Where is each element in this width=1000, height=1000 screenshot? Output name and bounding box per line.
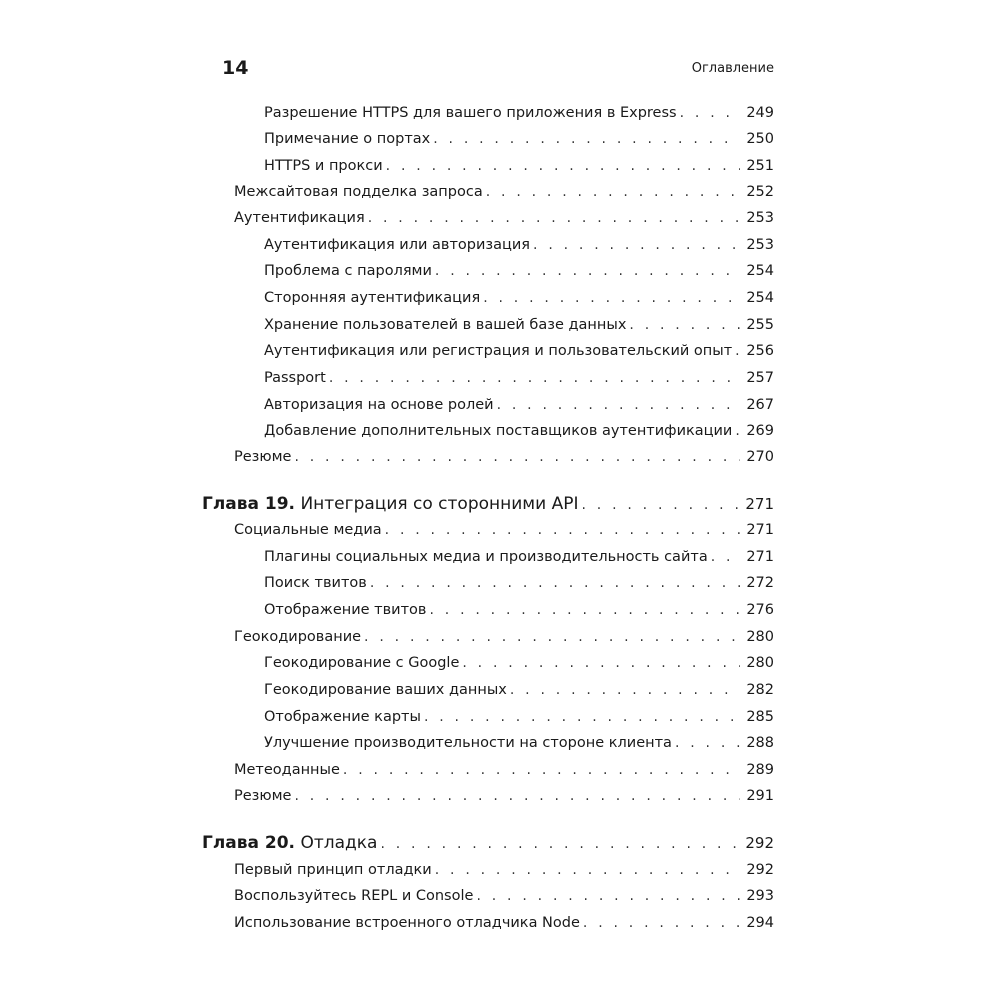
toc-entry-title: Проблема с паролями xyxy=(264,263,432,279)
toc-entry-page: 249 xyxy=(746,105,774,121)
dot-leader xyxy=(483,287,740,309)
toc-entry-title: Использование встроенного отладчика Node xyxy=(234,915,580,931)
dot-leader xyxy=(497,394,741,416)
dot-leader xyxy=(533,234,740,256)
toc-entry-title: Первый принцип отладки xyxy=(234,862,432,878)
dot-leader xyxy=(629,314,740,336)
toc-entry-page: 285 xyxy=(746,709,774,725)
page-number: 14 xyxy=(222,57,249,79)
toc-entry-title: Геокодирование ваших данных xyxy=(264,682,507,698)
toc-entry-page: 255 xyxy=(746,317,774,333)
dot-leader xyxy=(735,340,740,362)
toc-entry-title: Межсайтовая подделка запроса xyxy=(234,184,483,200)
toc-entry xyxy=(264,572,774,594)
toc-entry-page: 269 xyxy=(746,423,774,439)
toc-entry-title: Плагины социальных медиа и производительность сайта xyxy=(264,549,708,565)
toc-entry-title: HTTPS и прокси xyxy=(264,158,383,174)
toc-entry-title: Резюме xyxy=(234,449,292,465)
dot-leader xyxy=(294,446,740,468)
toc-entry-page: 282 xyxy=(746,682,774,698)
dot-leader xyxy=(385,519,741,541)
dot-leader xyxy=(735,420,740,442)
toc-entry-page: 292 xyxy=(745,834,774,852)
toc-entry-title: Отображение карты xyxy=(264,709,421,725)
toc-entry-page: 280 xyxy=(746,655,774,671)
toc-entry-page: 293 xyxy=(746,888,774,904)
toc-chapter-entry xyxy=(202,832,774,854)
dot-leader xyxy=(462,652,740,674)
dot-leader xyxy=(424,706,740,728)
toc-entry-page: 254 xyxy=(746,263,774,279)
toc-entry-page: 270 xyxy=(746,449,774,465)
toc-entry xyxy=(264,287,774,309)
toc-entry-title: Социальные медиа xyxy=(234,522,382,538)
toc-entry xyxy=(264,102,774,124)
dot-leader xyxy=(435,260,740,282)
toc-entry-page: 253 xyxy=(746,210,774,226)
toc-entry-title: Аутентификация или авторизация xyxy=(264,237,531,253)
dot-leader xyxy=(368,207,741,229)
toc-entry xyxy=(264,599,774,621)
toc-entry xyxy=(234,181,774,203)
toc-entry-page: 272 xyxy=(746,575,774,591)
toc-entry xyxy=(234,859,774,881)
toc-entry xyxy=(234,785,774,807)
toc-entry xyxy=(234,519,774,541)
chapter-number: Глава 20. xyxy=(202,833,296,853)
toc-entry-title: Поиск твитов xyxy=(264,575,367,591)
dot-leader xyxy=(294,785,740,807)
dot-leader xyxy=(435,859,741,881)
toc-entry-page: 289 xyxy=(746,762,774,778)
toc-entry-title: Резюме xyxy=(234,788,292,804)
toc-entry-page: 294 xyxy=(746,915,774,931)
toc-entry xyxy=(264,155,774,177)
chapter-number: Глава 19. xyxy=(202,494,296,514)
dot-leader xyxy=(364,626,740,648)
toc-entry xyxy=(264,340,774,362)
toc-entry xyxy=(264,314,774,336)
toc-entry-page: 267 xyxy=(746,397,774,413)
toc-entry-page: 250 xyxy=(746,131,774,147)
toc-entry-title: Геокодирование с Google xyxy=(264,655,460,671)
dot-leader xyxy=(486,181,741,203)
toc-entry-page: 288 xyxy=(746,735,774,751)
toc-entry xyxy=(264,234,774,256)
toc-entry-title: Примечание о портах xyxy=(264,131,431,147)
dot-leader xyxy=(675,732,740,754)
dot-leader xyxy=(680,102,741,124)
toc-entry xyxy=(234,626,774,648)
toc-entry xyxy=(264,546,774,568)
toc-entry-page: 251 xyxy=(746,158,774,174)
toc-entry-page: 280 xyxy=(746,629,774,645)
toc-entry-title: Авторизация на основе ролей xyxy=(264,397,494,413)
toc-entry-page: 257 xyxy=(746,370,774,386)
dot-leader xyxy=(370,572,740,594)
toc-entry xyxy=(234,759,774,781)
toc-entry-page: 271 xyxy=(746,549,774,565)
toc-entry-page: 291 xyxy=(746,788,774,804)
dot-leader xyxy=(429,599,740,621)
dot-leader xyxy=(343,759,740,781)
dot-leader xyxy=(583,912,740,934)
toc-entry xyxy=(264,420,774,442)
toc-entry-title: Метеоданные xyxy=(234,762,340,778)
toc-entry-page: 271 xyxy=(746,522,774,538)
toc-entry xyxy=(264,367,774,389)
toc-entry-title: Passport xyxy=(264,370,326,386)
dot-leader xyxy=(380,833,739,855)
toc-entry-page: 271 xyxy=(745,495,774,513)
toc-entry xyxy=(234,207,774,229)
dot-leader xyxy=(433,128,740,150)
toc-entry-title: Воспользуйтесь REPL и Console xyxy=(234,888,474,904)
toc-entry-title: Улучшение производительности на стороне клиента xyxy=(264,735,672,751)
toc-entry-title: Аутентификация или регистрация и пользовательский опыт xyxy=(264,343,733,359)
dot-leader xyxy=(476,885,740,907)
toc-entry-title: Отображение твитов xyxy=(264,602,427,618)
toc-entry-title: Аутентификация xyxy=(234,210,365,226)
toc-entry xyxy=(264,394,774,416)
dot-leader xyxy=(386,155,741,177)
toc-chapter-entry xyxy=(202,493,774,515)
toc-entry-title: Разрешение HTTPS для вашего приложения в Express xyxy=(264,105,677,121)
dot-leader xyxy=(329,367,741,389)
toc-entry-page: 254 xyxy=(746,290,774,306)
dot-leader xyxy=(581,494,739,516)
toc-entry-page: 276 xyxy=(746,602,774,618)
running-header: Оглавление xyxy=(691,61,774,76)
toc-entry xyxy=(234,912,774,934)
toc-entry xyxy=(264,260,774,282)
chapter-title: Отладка xyxy=(300,833,378,853)
toc-entry xyxy=(264,679,774,701)
toc-entry xyxy=(264,652,774,674)
toc-entry xyxy=(264,706,774,728)
toc-entry-page: 252 xyxy=(746,184,774,200)
toc-entry xyxy=(264,732,774,754)
toc-entry-title: Хранение пользователей в вашей базе данных xyxy=(264,317,627,333)
toc-entry-title: Сторонняя аутентификация xyxy=(264,290,481,306)
toc-entry-page: 253 xyxy=(746,237,774,253)
chapter-title: Интеграция со сторонними API xyxy=(300,494,579,514)
toc-entry xyxy=(234,446,774,468)
toc-entry xyxy=(264,128,774,150)
toc-entry-page: 256 xyxy=(746,343,774,359)
dot-leader xyxy=(510,679,740,701)
toc-entry-page: 292 xyxy=(746,862,774,878)
toc-entry-title: Добавление дополнительных поставщиков аутентификации xyxy=(264,423,733,439)
dot-leader xyxy=(711,546,741,568)
toc-entry xyxy=(234,885,774,907)
toc-entry-title: Геокодирование xyxy=(234,629,362,645)
